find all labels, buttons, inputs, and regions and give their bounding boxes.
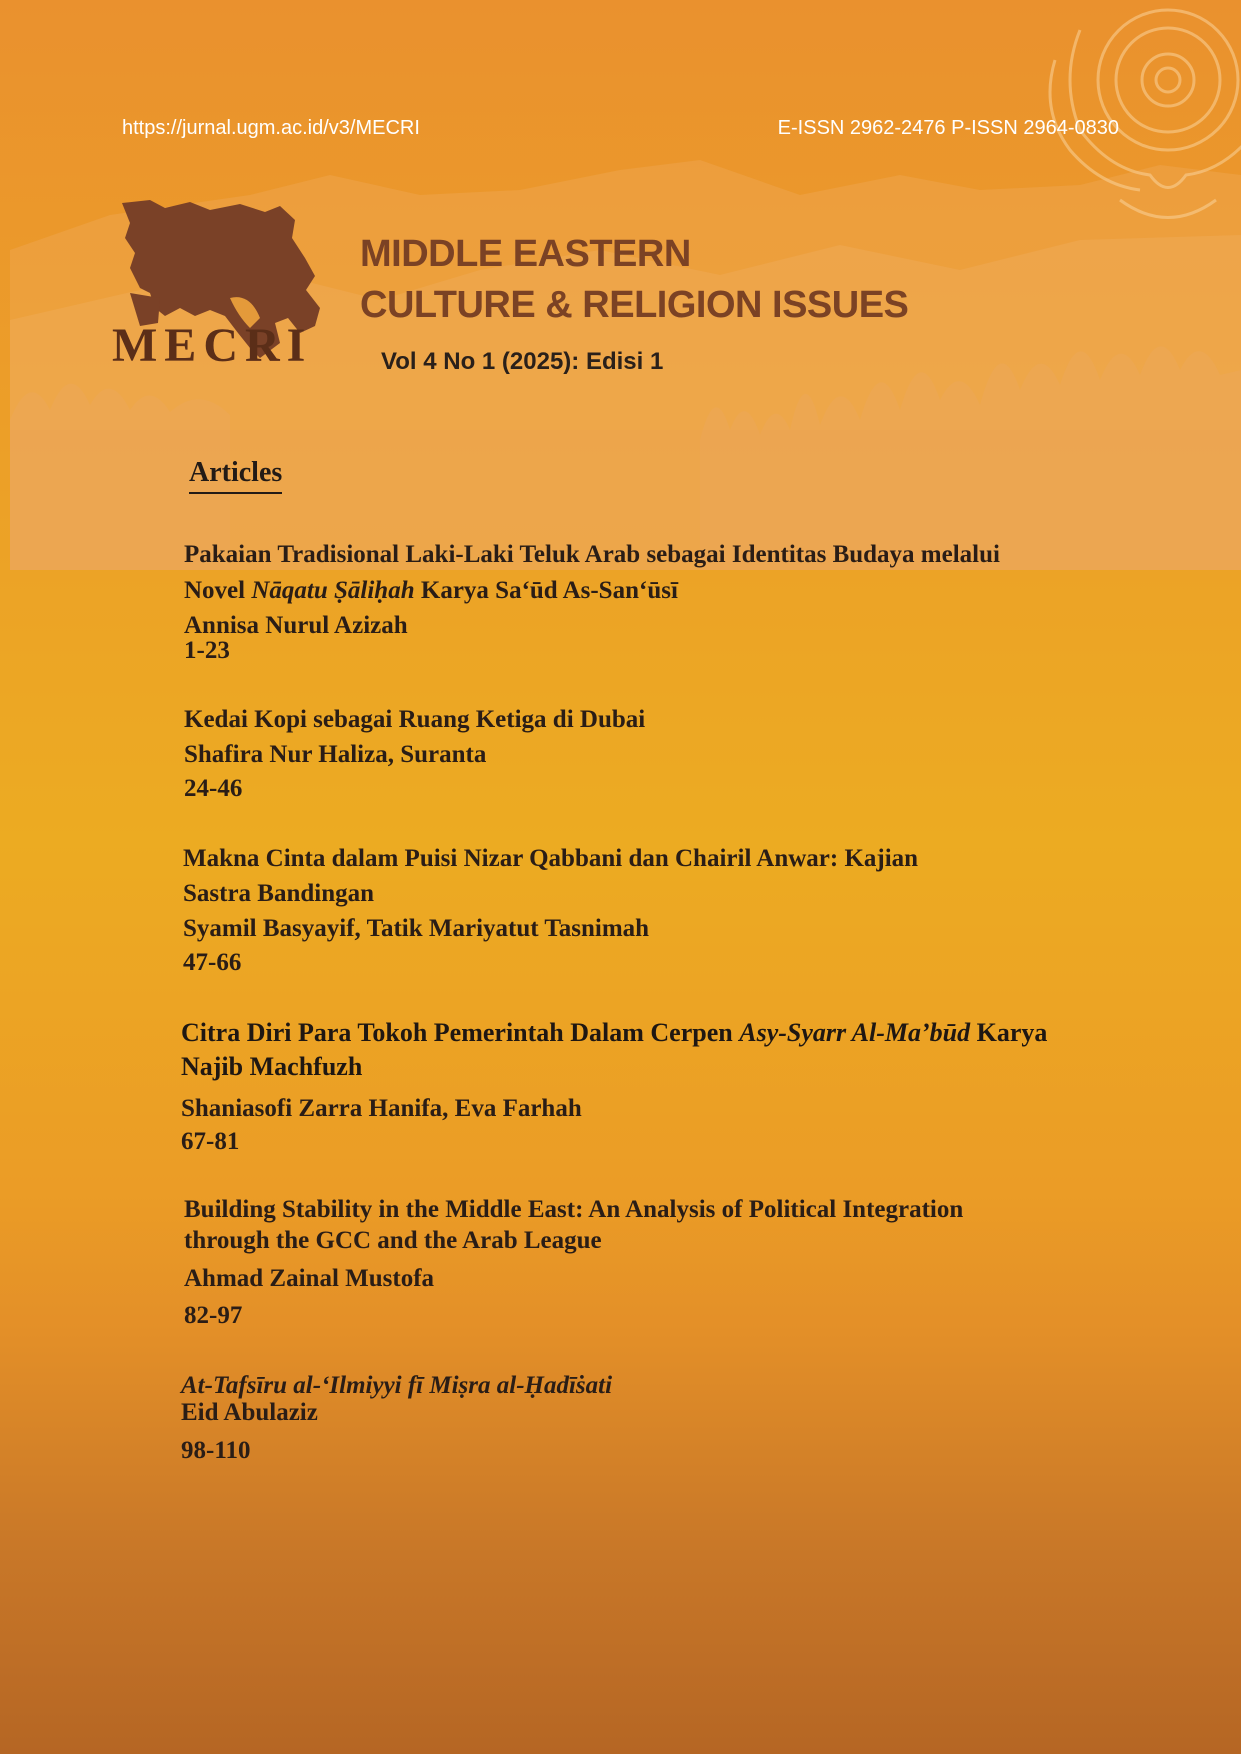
logo-wordmark: MECRI [112, 319, 313, 372]
article-title[interactable]: Novel Nāqatu Ṣāliḥah Karya Sa‘ūd As-San‘ūsī [184, 577, 678, 604]
article-pages: 24-46 [184, 775, 243, 802]
article-title[interactable]: At-Tafsīru al-‘Ilmiyyi fī Miṣra al-Ḥadīṡati [181, 1372, 613, 1399]
article-title[interactable]: Sastra Bandingan [183, 880, 375, 907]
article-authors: Syamil Basyayif, Tatik Mariyatut Tasnimah [183, 915, 650, 942]
journal-title-line2: CULTURE & RELIGION ISSUES [360, 284, 909, 326]
article-title[interactable]: Makna Cinta dalam Puisi Nizar Qabbani dan Chairil Anwar: Kajian [183, 845, 919, 872]
article-pages: 47-66 [183, 949, 242, 976]
article-pages: 1-23 [184, 637, 230, 664]
journal-url[interactable]: https://jurnal.ugm.ac.id/v3/MECRI [122, 117, 420, 139]
issn-numbers: E-ISSN 2962-2476 P-ISSN 2964-0830 [777, 117, 1119, 139]
article-title[interactable]: Citra Diri Para Tokoh Pemerintah Dalam Cerpen Asy-Syarr Al-Ma’būd Karya [181, 1018, 1048, 1047]
article-authors: Shaniasofi Zarra Hanifa, Eva Farhah [181, 1095, 582, 1122]
articles-heading: Articles [189, 457, 282, 494]
journal-title-line1: MIDDLE EASTERN [360, 233, 691, 275]
article-title[interactable]: Najib Machfuzh [181, 1052, 363, 1081]
article-title[interactable]: Pakaian Tradisional Laki-Laki Teluk Arab sebagai Identitas Budaya melalui [184, 541, 1000, 568]
article-title[interactable]: Building Stability in the Middle East: An Analysis of Political Integration [184, 1196, 964, 1223]
article-pages: 98-110 [181, 1437, 251, 1464]
article-title[interactable]: through the GCC and the Arab League [184, 1227, 602, 1254]
article-authors: Shafira Nur Haliza, Suranta [184, 741, 487, 768]
article-pages: 67-81 [181, 1128, 240, 1155]
article-pages: 82-97 [184, 1302, 243, 1329]
article-authors: Ahmad Zainal Mustofa [184, 1265, 435, 1292]
article-authors: Annisa Nurul Azizah [184, 612, 408, 639]
volume-label: Vol 4 No 1 (2025): Edisi 1 [381, 348, 664, 375]
article-title[interactable]: Kedai Kopi sebagai Ruang Ketiga di Dubai [184, 706, 646, 733]
article-authors: Eid Abulaziz [181, 1399, 318, 1426]
